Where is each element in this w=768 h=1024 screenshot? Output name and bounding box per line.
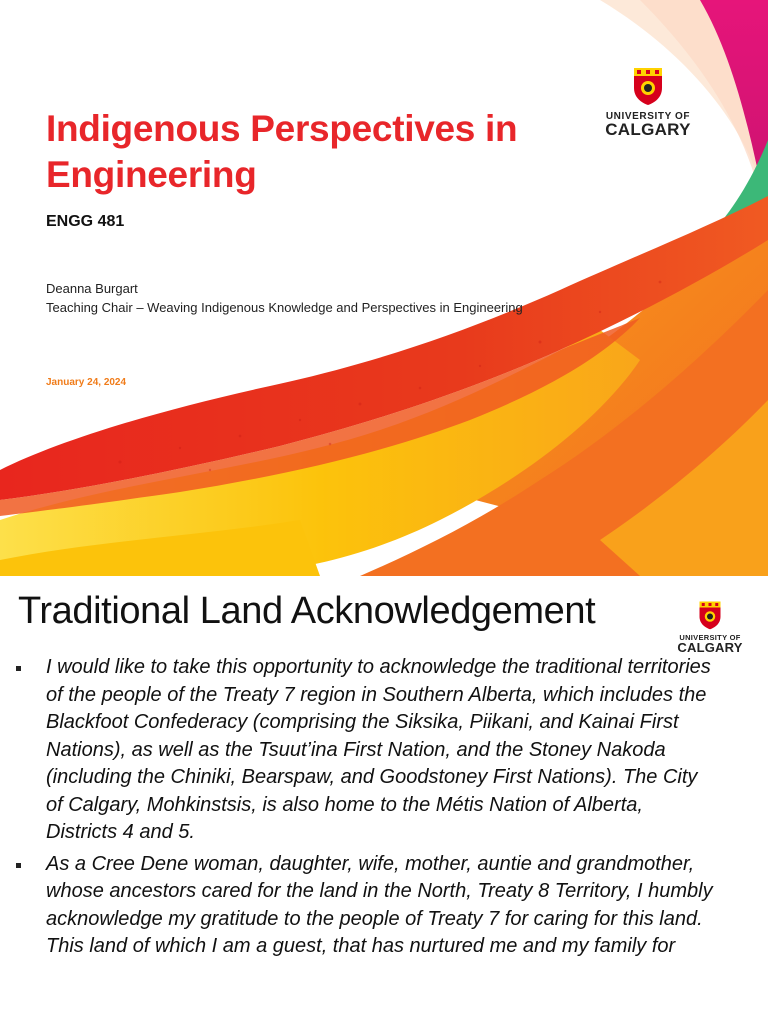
logo-line2: CALGARY	[605, 120, 691, 139]
university-logo	[600, 66, 696, 138]
bullet-text: I would like to take this opportunity to acknowledge the traditional territories of the people of the Treaty 7 region in Southern Alberta, which includes the Blackfoot Confederacy (comprising the Siksika, Piikani, and Kainai First Nations), as well as the Tsuut’ina First Nation, and the Stoney Nakoda (including the Chiniki, Bearspaw, and Goodstoney First Nations). The City of Calgary, Mohkinstsis, is also home to the Métis Nation of Alberta, Districts 4 and 5.	[46, 656, 711, 843]
logo-line1: UNIVERSITY OF	[605, 111, 691, 122]
presentation-title: Indigenous Perspectives in Engineering	[46, 108, 518, 195]
presentation-date: January 24, 2024	[46, 377, 127, 388]
logo-line1: UNIVERSITY OF	[679, 633, 741, 642]
bullet-text: As a Cree Dene woman, daughter, wife, mother, auntie and grandmother, whose ancestors cared for the land in the North, Treaty 8 Territory, I humbly acknowledge my gratitude to the people of Treaty 7 for caring for this land. This land of which I am a guest, that has nurtured me and my family for	[46, 852, 713, 957]
presenter-name: Deanna Burgart	[46, 281, 138, 296]
logo-line2: CALGARY	[677, 640, 743, 655]
presenter-info	[46, 279, 523, 317]
university-crest-icon	[698, 600, 722, 630]
land-acknowledgement-slide	[0, 576, 768, 1024]
acknowledgement-list	[14, 654, 714, 965]
list-item	[14, 851, 714, 961]
bullet-square-icon	[16, 666, 21, 671]
bullet-square-icon	[16, 863, 21, 868]
slide-title: Traditional Land Acknowledgement	[18, 590, 596, 632]
university-crest-icon	[632, 66, 664, 106]
list-item	[14, 654, 714, 847]
presenter-role: Teaching Chair – Weaving Indigenous Knowledge and Perspectives in Engineering	[46, 300, 523, 315]
university-logo	[674, 600, 746, 654]
course-code: ENGG 481	[46, 213, 125, 230]
